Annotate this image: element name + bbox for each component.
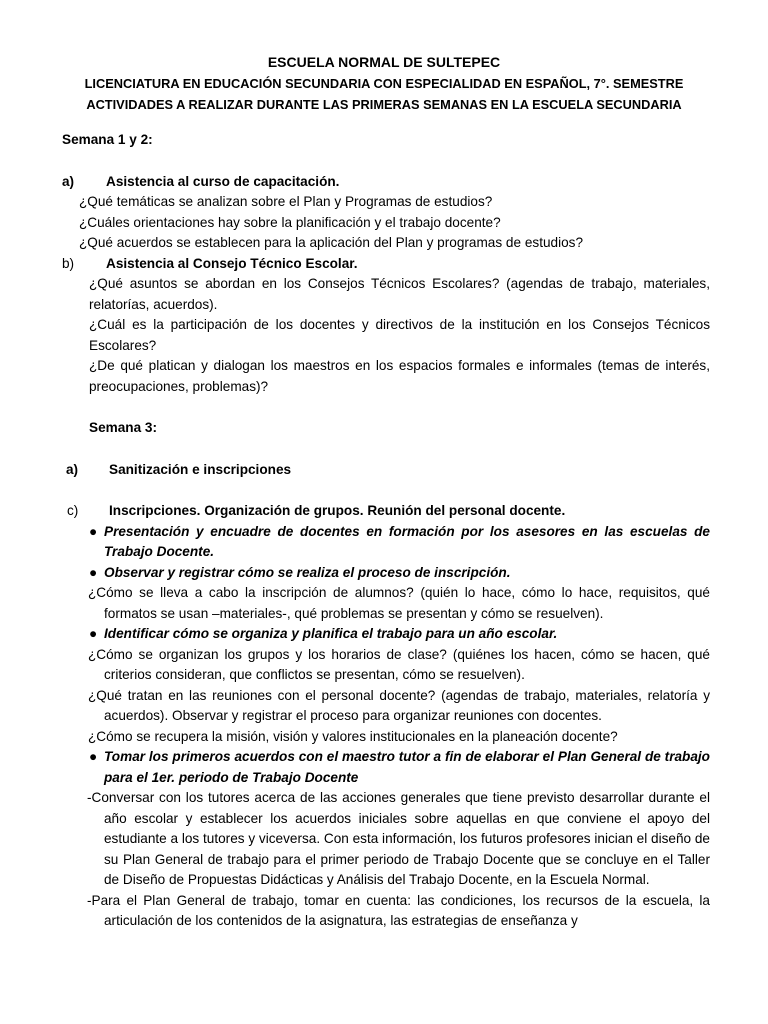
bullet-item: ● Observar y registrar cómo se realiza el proceso de inscripción. xyxy=(62,563,710,584)
question-item: ¿Qué acuerdos se establecen para la aplicación del Plan y programas de estudios? xyxy=(79,235,584,250)
question-item: ¿Qué tratan en las reuniones con el personal docente? (agendas de trabajo, materiales, relatoría y acuerdos). Observar y registrar el proceso para organizar reuniones con docentes. xyxy=(88,687,710,723)
section-label: a) xyxy=(66,461,79,477)
section-title: Asistencia al Consejo Técnico Escolar. xyxy=(106,255,358,271)
bullet-dot-icon: ● xyxy=(89,749,98,764)
dash-paragraph: -Para el Plan General de trabajo, tomar en cuenta: las condiciones, los recursos de la escuela, la articulación de los contenidos de la asignatura, las estrategias de enseñanza y xyxy=(87,892,710,928)
section-a-sanitizacion xyxy=(62,460,710,481)
document-body xyxy=(62,130,710,932)
bullet-dot-icon: ● xyxy=(89,626,98,641)
section-label: a) xyxy=(62,173,75,189)
school-name: ESCUELA NORMAL DE SULTEPEC xyxy=(267,54,501,70)
bullet-item: ● Tomar los primeros acuerdos con el maestro tutor a fin de elaborar el Plan General de trabajo para el 1er. periodo de Trabajo Docente xyxy=(89,749,710,785)
section-c-inscripciones xyxy=(62,501,710,522)
section-title: Inscripciones. Organización de grupos. Reunión del personal docente. xyxy=(109,503,566,518)
section-a-curso xyxy=(62,172,710,193)
section-label: b) xyxy=(62,255,75,271)
section-label: c) xyxy=(67,503,79,518)
question-item: ¿Cuál es la participación de los docentes y directivos de la institución en los Consejos Técnicos Escolares? xyxy=(89,317,710,353)
question-item: ¿Cuáles orientaciones hay sobre la planificación y el trabajo docente? xyxy=(79,214,501,230)
bullet-dot-icon: ● xyxy=(89,523,98,539)
question-item: ¿De qué platican y dialogan los maestros en los espacios formales e informales (temas de interés, preocupaciones, problemas)? xyxy=(89,358,710,394)
question-item: ¿Cómo se organizan los grupos y los horarios de clase? (quiénes los hacen, cómo se hacen, qué criterios consideran, que conflictos se presentan, cómo se resuelven). xyxy=(88,646,710,682)
activities-title: ACTIVIDADES A REALIZAR DURANTE LAS PRIMERAS SEMANAS EN LA ESCUELA SECUNDARIA xyxy=(86,97,682,112)
question-item: ¿Cómo se recupera la misión, visión y valores institucionales en la planeación docente? xyxy=(88,728,618,744)
section-title: Sanitización e inscripciones xyxy=(109,461,292,477)
dash-paragraph: -Conversar con los tutores acerca de las acciones generales que tiene previsto desarrollar durante el año escolar y establecer los acuerdos iniciales sobre aquellas en que conviene el apoyo del estudiante a los tutores y viceversa. Con esta información, los futuros profesores inician el diseño de su Plan General de trabajo para el primer periodo de Trabajo Docente que se concluye en el Taller de Diseño de Propuestas Didácticas y Análisis del Trabajo Docente, en la Escuela Normal. xyxy=(87,790,710,887)
question-item: ¿Qué asuntos se abordan en los Consejos Técnicos Escolares? (agendas de trabajo, materiales, relatorías, acuerdos). xyxy=(89,276,710,312)
question-item: ¿Qué temáticas se analizan sobre el Plan y Programas de estudios? xyxy=(79,194,493,209)
question-item: ¿Cómo se lleva a cabo la inscripción de alumnos? (quién lo hace, cómo lo hace, requisitos, qué formatos se usan –materiales-, qué problemas se presentan y cómo se resuelven). xyxy=(88,585,710,621)
section-b-consejo xyxy=(62,254,710,275)
program-title: LICENCIATURA EN EDUCACIÓN SECUNDARIA CON ESPECIALIDAD EN ESPAÑOL, 7°. SEMESTRE xyxy=(84,76,684,91)
week-1-2-heading: Semana 1 y 2: xyxy=(62,132,153,147)
section-title: Asistencia al curso de capacitación. xyxy=(106,173,340,189)
document-header xyxy=(0,0,768,114)
week-3-heading: Semana 3: xyxy=(89,420,158,435)
bullet-dot-icon: ● xyxy=(89,564,98,580)
bullet-item: ● Identificar cómo se organiza y planifica el trabajo para un año escolar. xyxy=(62,624,710,645)
bullet-item: ● Presentación y encuadre de docentes en formación por los asesores en las escuelas de Trabajo Docente. xyxy=(89,523,710,559)
